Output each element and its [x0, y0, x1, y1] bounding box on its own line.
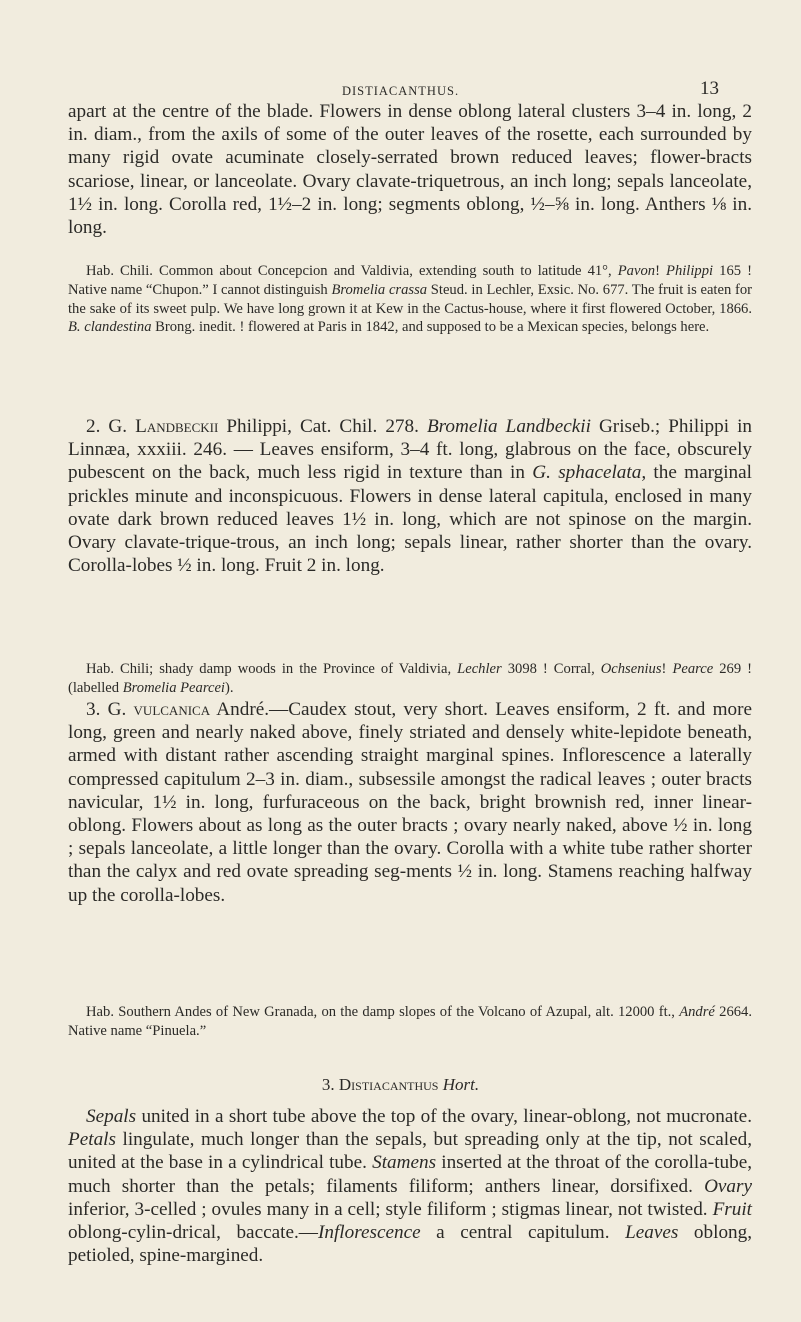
description-paragraph-1: apart at the centre of the blade. Flowers in dense oblong lateral clusters 3–4 in. long, 2 in. diam., from the axils of some of the outer leaves of the rosette, each surrounded by many rigid ovate acuminate closely-serrated brown reduced leaves; flower-bracts scariose, linear, or lanceolate. Ovary clavate-triquetrous, an inch long; sepals lanceolate, 1½ in. long. Corolla red, 1½–2 in. long; segments oblong, ½–⅝ in. long. Anthers ⅛ in. long.: [68, 101, 752, 239]
genus-description: Sepals united in a short tube above the top of the ovary, linear-oblong, not mucronate. Petals lingulate, much longer than the sepals, but spreading only at the tip, not scaled, united at the base in a cylindrical tube. Stamens inserted at the throat of the corolla-tube, much shorter than the petals; filaments filiform; anthers linear, dorsifixed. Ovary inferior, 3-celled ; ovules many in a cell; style filiform ; stigmas linear, not twisted. Fruit oblong-cylin-drical, baccate.—Inflorescence a central capitulum. Leaves oblong, petioled, spine-margined.: [68, 1106, 753, 1267]
habitat-note-1: Hab. Chili. Common about Concepcion and Valdivia, extending south to latitude 41°, Pavon! Philippi 165 ! Native name “Chupon.” I cannot distinguish Bromelia crassa Steud. in Lechler, Exsic. No. 677. The fruit is eaten for the sake of its sweet pulp. We have long grown it at Kew in the Cactus-house, where it first flowered October, 1866. B. clandestina Brong. inedit. ! flowered at Paris in 1842, and supposed to be a Mexican species, belongs here.: [68, 263, 752, 336]
species-3-description: 3. G. vulcanica André.—Caudex stout, very short. Leaves ensiform, 2 ft. and more long, green and nearly naked above, finely striated and densely white-lepidote beneath, armed with distant rather ascending straight marginal spines. Inflorescence a laterally compressed capitulum 2–3 in. diam., subsessile amongst the radical leaves ; outer bracts navicular, 1½ in. long, furfuraceous on the back, bright brownish red, inner linear-oblong. Flowers about as long as the outer bracts ; ovary nearly naked, above ½ in. long ; sepals lanceolate, a little longer than the ovary. Corolla with a white tube rather shorter than the calyx and red ovate spreading seg-ments ½ in. long. Stamens reaching halfway up the corolla-lobes.: [68, 699, 752, 906]
genus-heading: 3. Distiacanthus Hort.: [321, 1075, 480, 1094]
running-title: DISTIACANTHUS.: [341, 84, 460, 98]
species-2-description: 2. G. Landbeckii Philippi, Cat. Chil. 278. Bromelia Landbeckii Griseb.; Philippi in Linnæa, xxxiii. 246. — Leaves ensiform, 3–4 ft. long, glabrous on the face, obscurely pubescent on the back, much less rigid in texture than in G. sphacelata, the marginal prickles minute and inconspicuous. Flowers in dense lateral capitula, enclosed in many ovate dark brown reduced leaves 1½ in. long, which are not spinose on the margin. Ovary clavate-trique-trous, an inch long; sepals linear, rather shorter than the ovary. Corolla-lobes ½ in. long. Fruit 2 in. long.: [68, 416, 752, 577]
page-number: 13: [700, 78, 719, 99]
habitat-note-3: Hab. Southern Andes of New Granada, on the damp slopes of the Volcano of Azupal, alt. 12000 ft., André 2664. Native name “Pinuela.”: [68, 1004, 752, 1039]
habitat-note-2: Hab. Chili; shady damp woods in the Province of Valdivia, Lechler 3098 ! Corral, Ochsenius! Pearce 269 ! (labelled Bromelia Pearcei).: [68, 661, 752, 696]
